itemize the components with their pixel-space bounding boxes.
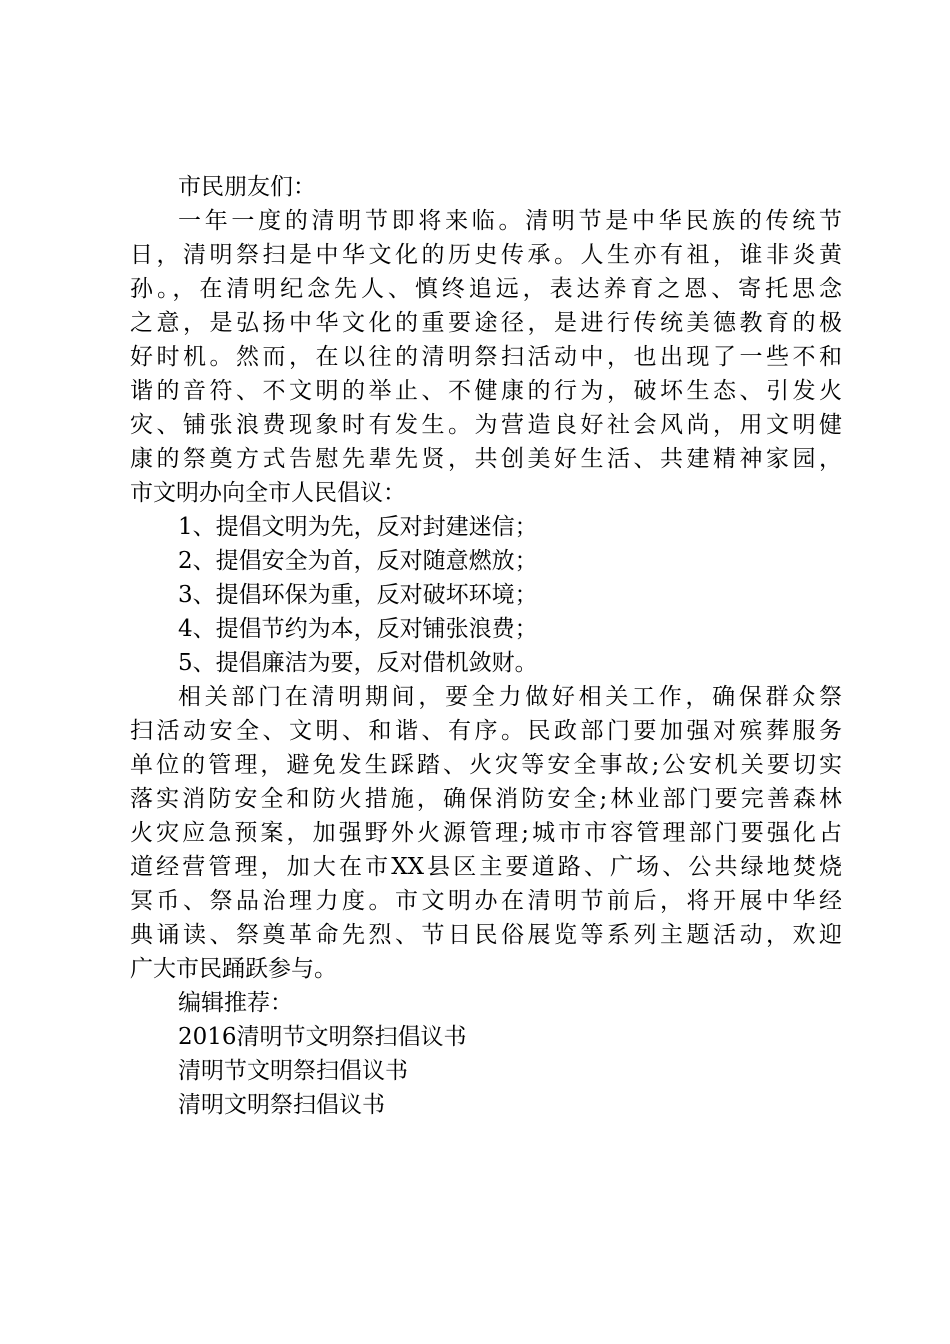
proposal-item: 1、提倡文明为先，反对封建迷信； <box>178 514 538 540</box>
proposal-list <box>130 510 842 680</box>
text-line: 扫活动安全、文明、和谐、有序。民政部门要加强对殡葬服务 <box>130 718 842 744</box>
text-line: 广大市民踊跃参与。 <box>130 956 337 982</box>
text-line: 相关部门在清明期间，要全力做好相关工作，确保群众祭 <box>178 684 842 710</box>
text-line: 市文明办向全市人民倡议： <box>130 480 406 506</box>
text-line: 冥币、祭品治理力度。市文明办在清明节前后，将开展中华经 <box>130 888 842 914</box>
proposal-item: 5、提倡廉洁为要，反对借机敛财。 <box>178 650 538 676</box>
text-line: 日，清明祭扫是中华文化的历史传承。人生亦有祖，谁非炎黄 <box>130 242 842 268</box>
text-line: 火灾应急预案，加强野外火源管理;城市市容管理部门要强化占 <box>130 820 842 846</box>
text-line: 好时机。然而，在以往的清明祭扫活动中，也出现了一些不和 <box>130 344 842 370</box>
proposal-item: 2、提倡安全为首，反对随意燃放； <box>178 548 538 574</box>
recommend-link[interactable]: 清明节文明祭扫倡议书 <box>178 1058 408 1084</box>
text-line: 灾、铺张浪费现象时有发生。为营造良好社会风尚，用文明健 <box>130 412 842 438</box>
intro-paragraph <box>130 204 842 510</box>
text-line: 谐的音符、不文明的举止、不健康的行为，破坏生态、引发火 <box>130 378 842 404</box>
recommend-link[interactable]: 清明文明祭扫倡议书 <box>178 1092 385 1118</box>
text-line: 康的祭奠方式告慰先辈先贤，共创美好生活、共建精神家园， <box>130 446 842 472</box>
text-line: 道经营管理，加大在市XX县区主要道路、广场、公共绿地焚烧 <box>130 854 842 880</box>
recommend-link[interactable]: 2016清明节文明祭扫倡议书 <box>178 1024 467 1050</box>
text-line: 一年一度的清明节即将来临。清明节是中华民族的传统节 <box>178 208 842 234</box>
recommend-heading: 编辑推荐： <box>178 990 293 1016</box>
text-line: 落实消防安全和防火措施，确保消防安全;林业部门要完善森林 <box>130 786 842 812</box>
detail-paragraph <box>130 680 842 986</box>
recommend-section <box>130 986 842 1122</box>
document-body <box>130 170 842 1122</box>
text-line: 单位的管理，避免发生踩踏、火灾等安全事故;公安机关要切实 <box>130 752 842 778</box>
proposal-item: 4、提倡节约为本，反对铺张浪费； <box>178 616 538 642</box>
salutation: 市民朋友们： <box>178 174 316 200</box>
text-line: 之意，是弘扬中华文化的重要途径，是进行传统美德教育的极 <box>130 310 842 336</box>
text-line: 典诵读、祭奠革命先烈、节日民俗展览等系列主题活动，欢迎 <box>130 922 842 948</box>
proposal-item: 3、提倡环保为重，反对破坏环境； <box>178 582 538 608</box>
text-line: 孙。，在清明纪念先人、慎终追远，表达养育之恩、寄托思念 <box>130 276 842 302</box>
